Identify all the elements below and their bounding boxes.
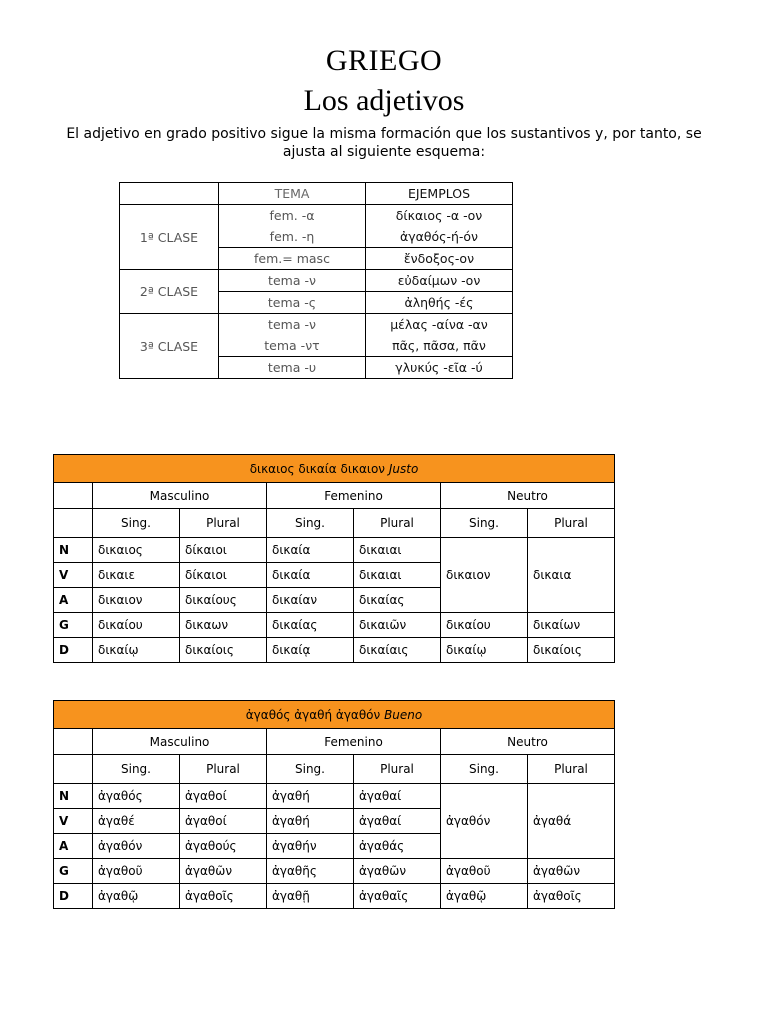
table-row [54, 613, 615, 638]
caption-greek: δικαιος δικαία δικαιον [249, 461, 386, 476]
gender-header: Masculino [93, 483, 267, 509]
caption-greek: ἀγαθός ἀγαθή ἀγαθόν [245, 707, 381, 722]
form-cell: ἀγαθαί [354, 784, 441, 809]
neuter-nva-sing: ἀγαθόν [441, 784, 528, 859]
form-cell: δικαίους [180, 588, 267, 613]
form-cell: ἀγαθῶν [180, 859, 267, 884]
form-cell: ἀγαθαί [354, 809, 441, 834]
table-row [54, 538, 615, 563]
caption-latin: Bueno [384, 707, 423, 722]
number-header: Plural [180, 755, 267, 784]
form-cell: δίκαιοι [180, 538, 267, 563]
form-cell: δικαίαις [354, 638, 441, 663]
table-row [54, 884, 615, 909]
case-label: G [54, 859, 93, 884]
number-header: Plural [354, 755, 441, 784]
page-title: GRIEGO [325, 44, 443, 77]
gender-header: Femenino [267, 483, 441, 509]
page-subtitle: Los adjetivos [303, 84, 465, 117]
class-ejemplo: εὐδαίμων -ον [366, 270, 513, 292]
number-header: Plural [180, 509, 267, 538]
declension-table-bueno [53, 700, 615, 909]
class-label: 3ª CLASE [120, 314, 219, 379]
form-cell: ἀγαθήν [267, 834, 354, 859]
gender-header: Neutro [441, 729, 615, 755]
form-cell: ἀγαθοῖς [528, 884, 615, 909]
class-label: 2ª CLASE [120, 270, 219, 314]
form-cell: δίκαιοι [180, 563, 267, 588]
form-cell: δικαία [267, 538, 354, 563]
form-cell: ἀγαθάς [354, 834, 441, 859]
form-cell: ἀγαθῆς [267, 859, 354, 884]
classes-row [120, 314, 513, 336]
intro-paragraph: El adjetivo en grado positivo sigue la misma formación que los sustantivos y, por tanto, se ajusta al siguiente esquema: [66, 126, 702, 160]
case-label: V [54, 809, 93, 834]
form-cell: δικαίου [93, 613, 180, 638]
form-cell: δικαίῳ [441, 638, 528, 663]
form-cell: δικαίᾳ [267, 638, 354, 663]
gender-header: Femenino [267, 729, 441, 755]
case-label: N [54, 784, 93, 809]
declension-caption [54, 455, 615, 483]
case-label: G [54, 613, 93, 638]
classes-header-tema: TEMA [219, 183, 366, 205]
number-header: Sing. [267, 509, 354, 538]
form-cell: δικαίων [528, 613, 615, 638]
class-tema: tema -ν [219, 270, 366, 292]
form-cell: δικαιῶν [354, 613, 441, 638]
form-cell: ἀγαθούς [180, 834, 267, 859]
case-label: N [54, 538, 93, 563]
number-header: Plural [528, 755, 615, 784]
form-cell: ἀγαθός [93, 784, 180, 809]
form-cell: ἀγαθέ [93, 809, 180, 834]
class-ejemplo: ἔνδοξος-ον [366, 248, 513, 270]
form-cell: ἀγαθῶν [354, 859, 441, 884]
classes-header-row [120, 183, 513, 205]
class-ejemplo: μέλας -αίνα -αν [366, 314, 513, 336]
form-cell: δικαίῳ [93, 638, 180, 663]
classes-table [119, 182, 513, 379]
form-cell: δικαιος [93, 538, 180, 563]
classes-row [120, 205, 513, 227]
form-cell: ἀγαθῇ [267, 884, 354, 909]
class-tema: fem.= masc [219, 248, 366, 270]
form-cell: ἀγαθῶν [528, 859, 615, 884]
class-tema: tema -ς [219, 292, 366, 314]
class-label: 1ª CLASE [120, 205, 219, 270]
class-tema: fem. -α [219, 205, 366, 227]
class-ejemplo: πᾶς, πᾶσα, πᾶν [366, 335, 513, 357]
form-cell: δικαίαν [267, 588, 354, 613]
number-header: Plural [528, 509, 615, 538]
class-ejemplo: ἀληθής -ές [366, 292, 513, 314]
neuter-nva-plural: δικαια [528, 538, 615, 613]
form-cell: ἀγαθοί [180, 784, 267, 809]
caption-latin: Justo [388, 461, 419, 476]
corner-cell [54, 483, 93, 509]
case-label: D [54, 884, 93, 909]
number-header: Sing. [441, 509, 528, 538]
form-cell: δικαιον [93, 588, 180, 613]
class-ejemplo: δίκαιος -α -ον [366, 205, 513, 227]
form-cell: δικαίας [267, 613, 354, 638]
number-header: Sing. [93, 509, 180, 538]
form-cell: ἀγαθόν [93, 834, 180, 859]
form-cell: ἀγαθοῦ [93, 859, 180, 884]
corner-cell [54, 509, 93, 538]
form-cell: δικαίας [354, 588, 441, 613]
form-cell: ἀγαθή [267, 809, 354, 834]
number-header: Sing. [267, 755, 354, 784]
class-tema: fem. -η [219, 226, 366, 248]
form-cell: δικαιαι [354, 538, 441, 563]
case-label: A [54, 834, 93, 859]
classes-row [120, 270, 513, 292]
class-tema: tema -ντ [219, 335, 366, 357]
gender-header: Neutro [441, 483, 615, 509]
classes-header-empty [120, 183, 219, 205]
form-cell: δικαιε [93, 563, 180, 588]
class-tema: tema -υ [219, 357, 366, 379]
form-cell: δικαία [267, 563, 354, 588]
number-header: Sing. [93, 755, 180, 784]
form-cell: δικαίοις [528, 638, 615, 663]
table-row [54, 638, 615, 663]
form-cell: ἀγαθῷ [93, 884, 180, 909]
corner-cell [54, 755, 93, 784]
form-cell: ἀγαθοῦ [441, 859, 528, 884]
class-ejemplo: ἀγαθός-ή-όν [366, 226, 513, 248]
table-row [54, 859, 615, 884]
form-cell: δικαιαι [354, 563, 441, 588]
gender-header: Masculino [93, 729, 267, 755]
form-cell: ἀγαθοί [180, 809, 267, 834]
form-cell: δικαίοις [180, 638, 267, 663]
form-cell: ἀγαθοῖς [180, 884, 267, 909]
case-label: D [54, 638, 93, 663]
corner-cell [54, 729, 93, 755]
neuter-nva-plural: ἀγαθά [528, 784, 615, 859]
classes-header-ejemplos: EJEMPLOS [366, 183, 513, 205]
case-label: V [54, 563, 93, 588]
class-tema: tema -ν [219, 314, 366, 336]
form-cell: δικαων [180, 613, 267, 638]
declension-caption [54, 701, 615, 729]
table-row [54, 784, 615, 809]
number-header: Sing. [441, 755, 528, 784]
declension-table-justo [53, 454, 615, 663]
case-label: A [54, 588, 93, 613]
form-cell: ἀγαθαῖς [354, 884, 441, 909]
form-cell: ἀγαθῷ [441, 884, 528, 909]
form-cell: ἀγαθή [267, 784, 354, 809]
number-header: Plural [354, 509, 441, 538]
neuter-nva-sing: δικαιον [441, 538, 528, 613]
class-ejemplo: γλυκύς -εῖα -ύ [366, 357, 513, 379]
form-cell: δικαίου [441, 613, 528, 638]
